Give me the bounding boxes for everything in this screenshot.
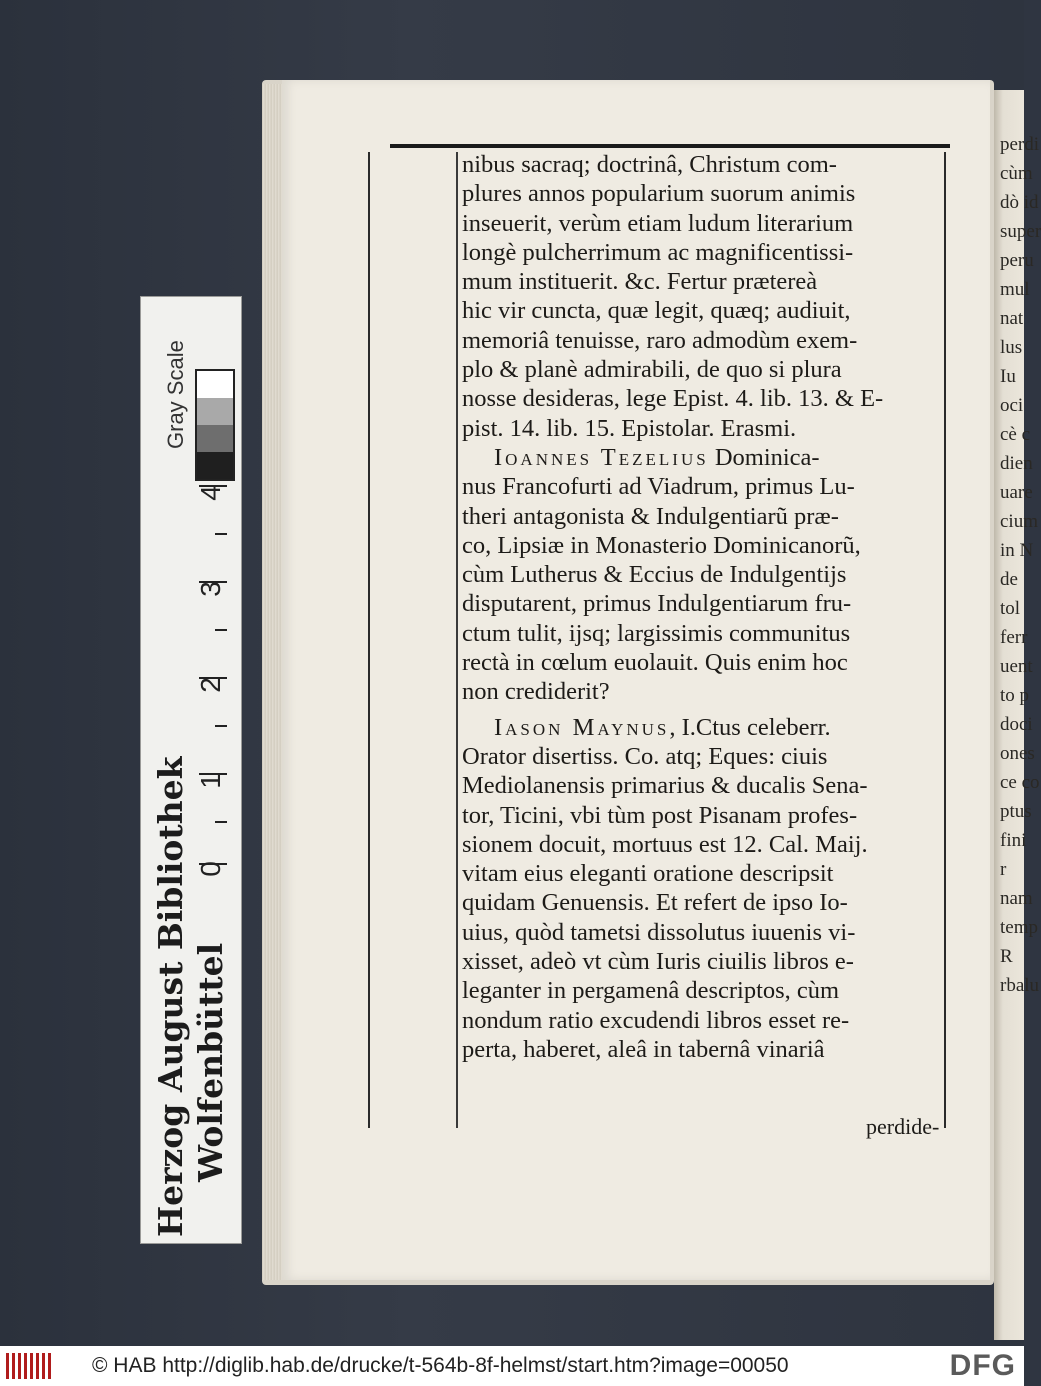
text-line: perta, haberet, aleâ in tabernâ vinariâ — [462, 1035, 825, 1063]
page-edge — [262, 84, 284, 1280]
ruler-tick — [215, 533, 227, 535]
facing-fragment: cè c — [1000, 424, 1031, 445]
gray-swatch — [197, 371, 233, 398]
text-line: cùm Lutherus & Eccius de Indulgentijs — [462, 561, 847, 589]
facing-fragment: temp — [1000, 917, 1038, 938]
facing-fragment: fini — [1000, 830, 1027, 851]
facing-fragment: super — [1000, 221, 1041, 242]
text-line: quidam Genuensis. Et refert de ipso Io- — [462, 889, 848, 917]
facing-fragment: mul — [1000, 279, 1030, 300]
gray-scale-label: Gray Scale — [163, 340, 188, 449]
ruler-institution — [145, 637, 241, 1237]
text-line: uius, quòd tametsi dissolutus iuuenis vi- — [462, 918, 856, 946]
entry-name: Ioannes Tezelius — [494, 443, 709, 471]
facing-fragment: perdi — [1000, 134, 1040, 155]
facing-fragment: r — [1000, 859, 1007, 880]
text-line: plures annos popularium suorum animis — [462, 180, 856, 208]
entry-heading-maynus — [462, 713, 946, 742]
text-line: sionem docuit, mortuus est 12. Cal. Maij. — [462, 830, 868, 858]
facing-fragment: cium — [1000, 511, 1038, 532]
text-line: disputarent, primus Indulgentiarum fru- — [462, 590, 852, 618]
text-line: nibus sacraq; doctrinâ, Christum com- — [462, 151, 837, 178]
facing-fragment: nam — [1000, 888, 1033, 909]
facing-fragment: in N — [1000, 540, 1034, 561]
gray-swatch — [197, 452, 233, 479]
text-line: plo & planè admirabili, de quo si plura — [462, 356, 842, 384]
entry-first-line: Dominica- — [708, 443, 820, 471]
text-line: vitam eius eleganti oratione descripsit — [462, 860, 834, 888]
ruler-tick — [215, 629, 227, 631]
facing-fragment: oci — [1000, 395, 1024, 416]
facing-fragment: tol — [1000, 598, 1021, 619]
gray-swatch — [197, 425, 233, 452]
text-line: co, Lipsiæ in Monasterio Dominicanorũ, — [462, 531, 861, 559]
page-text — [462, 150, 946, 1064]
facing-fragment: nat — [1000, 308, 1024, 329]
text-line: xisset, adeò vt cùm Iuris ciuilis libros e- — [462, 948, 854, 976]
ruler-number-1: 1 — [194, 773, 226, 789]
entry-name: Iason Maynus — [494, 713, 670, 741]
hab-logo-icon — [6, 1351, 52, 1381]
facing-fragment: ptus — [1000, 801, 1032, 822]
facing-fragment: ones — [1000, 743, 1035, 764]
institution-city: Wolfenbüttel — [191, 942, 230, 1182]
footer-bar — [0, 1346, 1024, 1386]
text-line: hic vir cuncta, quæ legit, quæq; audiuit, — [462, 297, 851, 325]
text-line: rectà in cœlum euolauit. Quis enim hoc — [462, 649, 848, 677]
facing-fragment: cùm — [1000, 163, 1033, 184]
text-line: memoriâ tenuisse, raro admodùm exem- — [462, 326, 858, 354]
dfg-logo: DFG — [949, 1349, 1016, 1382]
text-line: nosse desideras, lege Epist. 4. lib. 13. & E- — [462, 385, 884, 413]
facing-fragment: rbalu — [1000, 975, 1040, 996]
ruler-number-2: 2 — [194, 677, 226, 693]
facing-fragment: ferr — [1000, 627, 1028, 648]
facing-fragment: uent — [1000, 656, 1033, 677]
text-line: leganter in pergamenâ descriptos, cùm — [462, 977, 840, 1005]
facing-fragment: peru — [1000, 250, 1034, 271]
text-line: Mediolanensis primarius & ducalis Sena- — [462, 772, 868, 800]
text-line: theri antagonista & Indulgentiarũ præ- — [462, 502, 839, 530]
text-line: mum instituerit. &c. Fertur prætereà — [462, 268, 818, 296]
text-line: non crediderit? — [462, 678, 610, 706]
page-top-rule — [390, 144, 950, 148]
gray-swatch — [197, 398, 233, 425]
facing-fragment: to p — [1000, 685, 1030, 706]
facing-fragment: dò id — [1000, 192, 1039, 213]
facing-fragment: Iu — [1000, 366, 1016, 387]
text-line: nus Francofurti ad Viadrum, primus Lu- — [462, 473, 855, 501]
text-line: ctum tulit, ijsq; largissimis communitus — [462, 619, 851, 647]
catchword: perdide- — [866, 1114, 940, 1139]
institution-name: Herzog August Bibliothek — [151, 756, 190, 1237]
facing-fragment: doci — [1000, 714, 1033, 735]
text-line: longè pulcherrimum ac magnificentissi- — [462, 238, 854, 266]
ruler-number-4: 4 — [194, 485, 226, 501]
facing-fragment: de — [1000, 569, 1018, 590]
ruler-number-0: 0 — [194, 861, 226, 877]
facing-fragment: R — [1000, 946, 1013, 967]
page-left-rule — [368, 152, 370, 1128]
facing-fragment: dien — [1000, 453, 1033, 474]
ruler-number-3: 3 — [194, 581, 226, 597]
text-line: pist. 14. lib. 15. Epistolar. Erasmi. — [462, 414, 797, 442]
facing-page-edge — [994, 90, 1041, 1340]
entry-heading-tezelius — [462, 443, 946, 472]
scale-ruler — [140, 296, 242, 1244]
facing-fragment: ce co — [1000, 772, 1040, 793]
copyright-link[interactable]: © HAB http://diglib.hab.de/drucke/t-564b-8f-helmst/start.htm?image=00050 — [92, 1354, 789, 1377]
page-inner-rule — [456, 152, 458, 1128]
text-line: nondum ratio excudendi libros esset re- — [462, 1006, 850, 1034]
gray-swatches — [195, 369, 235, 481]
text-line: Orator disertiss. Co. atq; Eques: ciuis — [462, 742, 828, 770]
entry-first-line: , I.Ctus celeberr. — [669, 713, 831, 741]
facing-fragment: uare — [1000, 482, 1033, 503]
text-line: tor, Ticini, vbi tùm post Pisanam profes- — [462, 801, 858, 829]
text-line: inseuerit, verùm etiam ludum literarium — [462, 209, 854, 237]
facing-fragment: lus — [1000, 337, 1023, 358]
